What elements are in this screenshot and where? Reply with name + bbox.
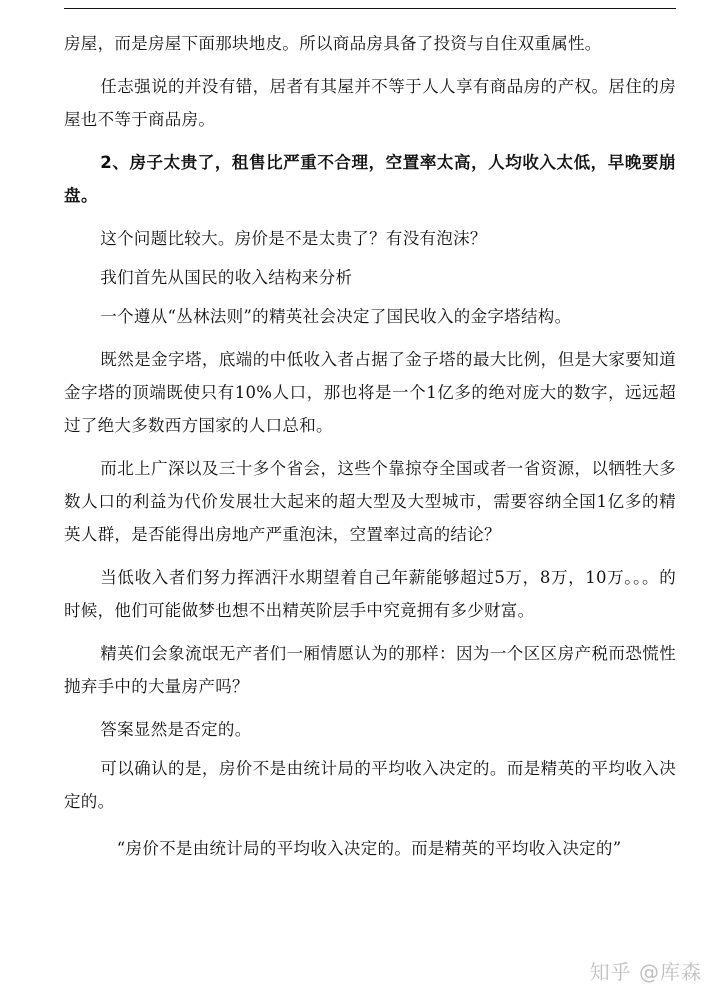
- paragraph: 可以确认的是，房价不是由统计局的平均收入决定的。而是精英的平均收入决定的。: [64, 759, 676, 811]
- paragraph: 既然是金字塔，底端的中低收入者占据了金子塔的最大比例，但是大家要知道金字塔的顶端既使只有10%人口，那也将是一个1亿多的绝对庞大的数字，远远超过了绝大多数西方国家的人口总和。: [64, 350, 676, 435]
- quote-paragraph: “房价不是由统计局的平均收入决定的。而是精英的平均收入决定的”: [116, 839, 622, 858]
- document-body: [64, 27, 676, 875]
- paragraph: 任志强说的并没有错，居者有其屋并不等于人人享有商品房的产权。居住的房屋也不等于商品房。: [64, 77, 676, 129]
- paragraph: 我们首先从国民的收入结构来分析: [100, 268, 353, 287]
- header-rule: [64, 8, 676, 9]
- paragraph: 答案显然是否定的。: [100, 720, 252, 739]
- paragraph: 当低收入者们努力挥洒汗水期望着自己年薪能够超过5万，8万，10万。。。的时候，他们可能做梦也想不出精英阶层手中究竟拥有多少财富。: [64, 568, 676, 620]
- paragraph: 房屋，而是房屋下面那块地皮。所以商品房具备了投资与自住双重属性。: [64, 34, 602, 53]
- section-heading: 2、房子太贵了，租售比严重不合理，空置率太高，人均收入太低，早晚要崩盘。: [64, 153, 676, 205]
- paragraph: 一个遵从“丛林法则”的精英社会决定了国民收入的金字塔结构。: [100, 307, 572, 326]
- paragraph: 精英们会象流氓无产者们一厢情愿认为的那样：因为一个区区房产税而恐慌性抛弃手中的大量房产吗？: [64, 644, 676, 696]
- paragraph: 这个问题比较大。房价是不是太贵了？有没有泡沫？: [100, 229, 487, 248]
- watermark: 知乎 @库森: [589, 960, 702, 984]
- paragraph: 而北上广深以及三十多个省会，这些个靠掠夺全国或者一省资源，以牺牲大多数人口的利益为代价发展壮大起来的超大型及大型城市，需要容纳全国1亿多的精英人群，是否能得出房地产严重泡沫，空置率过高的结论？: [64, 459, 676, 544]
